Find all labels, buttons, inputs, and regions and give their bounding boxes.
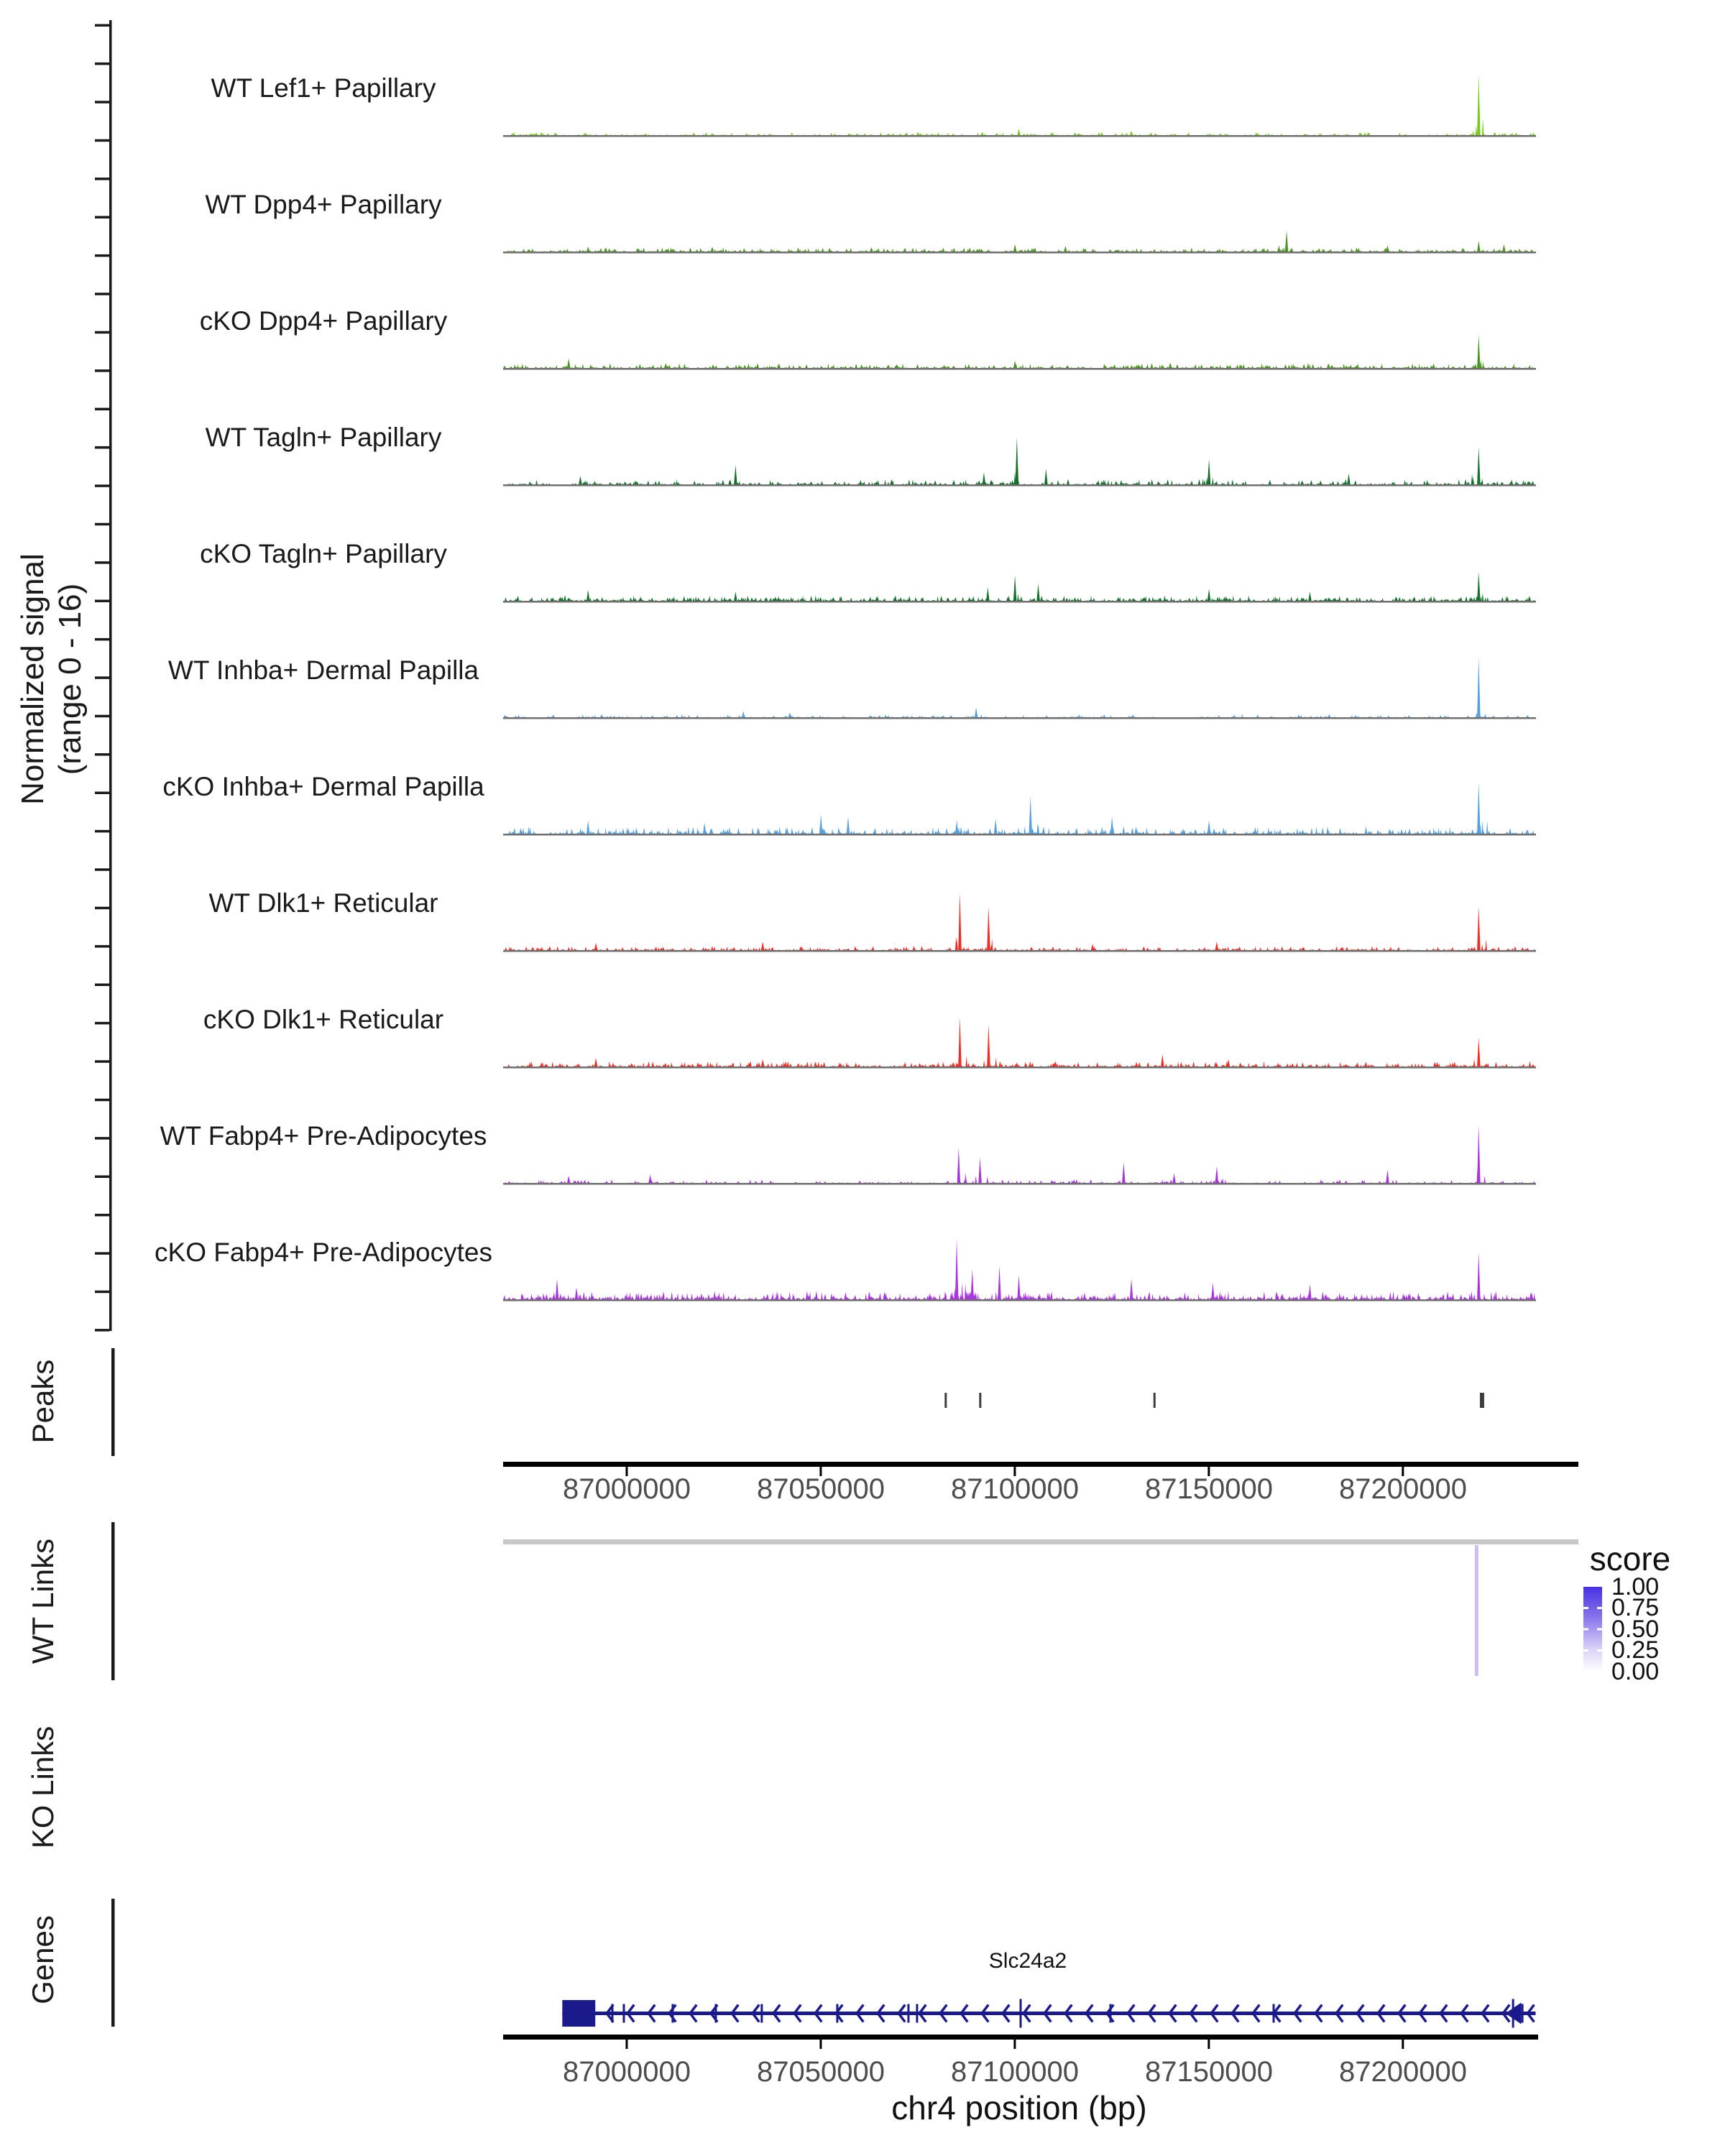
axis2-tick-87000000: 87000000 <box>563 2056 691 2088</box>
track-label-wt-lef1: WT Lef1+ Papillary <box>211 73 436 103</box>
section-label-ko-links: KO Links <box>26 1726 60 1849</box>
track-label-cko-inhba: cKO Inhba+ Dermal Papilla <box>162 772 484 801</box>
track-label-cko-tagln: cKO Tagln+ Papillary <box>200 539 447 568</box>
axis2-tick-87150000: 87150000 <box>1145 2056 1273 2088</box>
gene-name-label: Slc24a2 <box>988 1949 1067 1973</box>
y-axis-label <box>14 553 89 805</box>
x-axis-title: chr4 position (bp) <box>891 2089 1147 2127</box>
axis1-tick-87000000: 87000000 <box>563 1473 691 1505</box>
track-label-wt-fabp4: WT Fabp4+ Pre-Adipocytes <box>160 1121 487 1151</box>
axis1-tick-87100000: 87100000 <box>951 1473 1079 1505</box>
section-label-peaks: Peaks <box>26 1359 60 1444</box>
axis1-tick-87050000: 87050000 <box>757 1473 885 1505</box>
y-axis-label-line2: (range 0 - 16) <box>52 583 88 775</box>
legend-value-075: 0.75 <box>1611 1594 1660 1621</box>
section-label-genes: Genes <box>26 1915 60 2004</box>
axis2-tick-87050000: 87050000 <box>757 2056 885 2088</box>
track-label-cko-fabp4: cKO Fabp4+ Pre-Adipocytes <box>155 1238 492 1267</box>
track-label-wt-dlk1: WT Dlk1+ Reticular <box>208 888 438 918</box>
y-axis-label-line1: Normalized signal <box>15 553 50 805</box>
track-label-wt-inhba: WT Inhba+ Dermal Papilla <box>167 655 479 685</box>
axis2-tick-87200000: 87200000 <box>1339 2056 1467 2088</box>
legend-value-100: 1.00 <box>1611 1573 1660 1600</box>
axis2-tick-87100000: 87100000 <box>951 2056 1079 2088</box>
track-label-wt-dpp4: WT Dpp4+ Papillary <box>205 190 442 219</box>
legend-value-050: 0.50 <box>1611 1616 1660 1643</box>
axis1-tick-87200000: 87200000 <box>1339 1473 1467 1505</box>
track-label-cko-dpp4: cKO Dpp4+ Papillary <box>199 306 448 336</box>
section-label-wt-links: WT Links <box>26 1538 60 1664</box>
track-label-wt-tagln: WT Tagln+ Papillary <box>205 423 442 452</box>
legend-title: score <box>1589 1540 1671 1577</box>
track-label-cko-dlk1: cKO Dlk1+ Reticular <box>203 1005 444 1034</box>
axis1-tick-87150000: 87150000 <box>1145 1473 1273 1505</box>
legend-value-000: 0.00 <box>1611 1658 1660 1685</box>
legend-value-025: 0.25 <box>1611 1636 1660 1664</box>
